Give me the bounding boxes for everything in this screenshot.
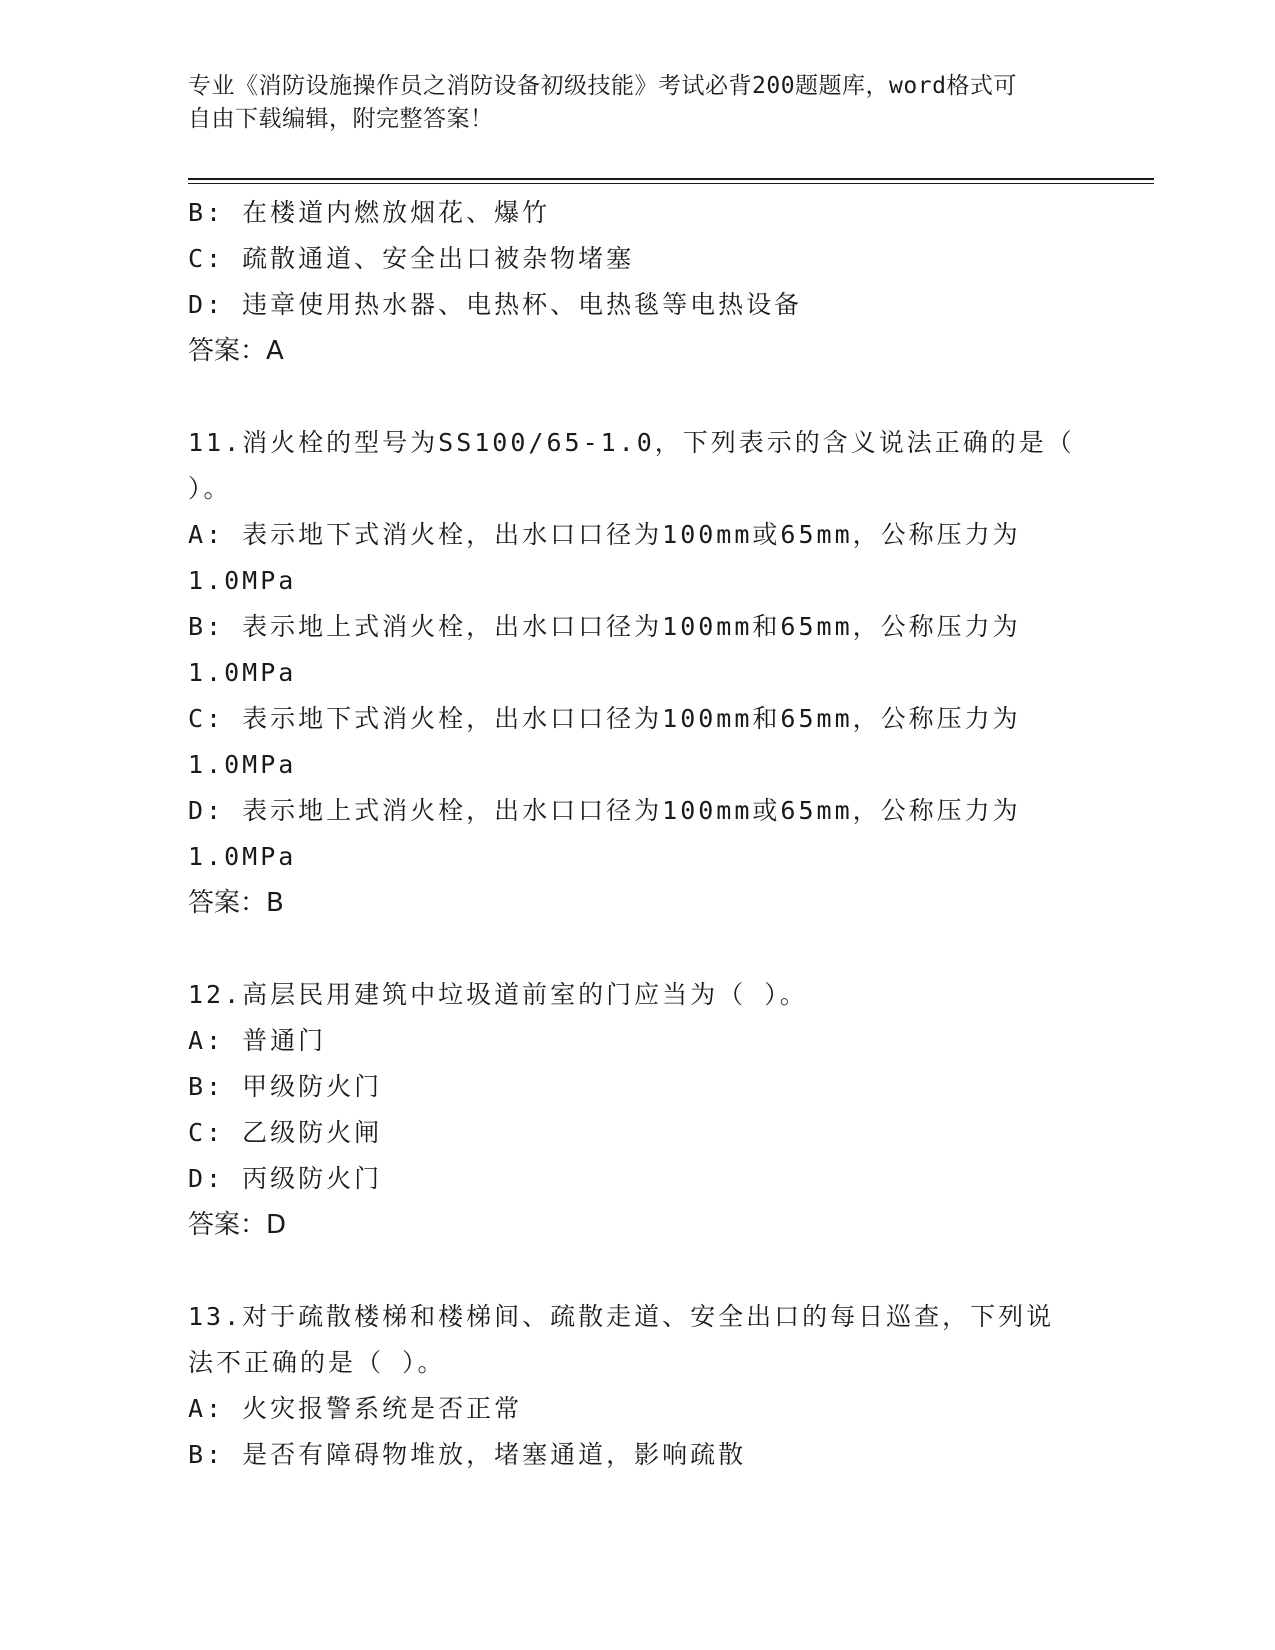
spacer	[188, 374, 1088, 420]
header-line-1: 专业《消防设施操作员之消防设备初级技能》考试必背200题题库，word格式可	[188, 73, 1017, 99]
q12-option-c: C: 乙级防火闸	[188, 1118, 383, 1147]
q10-option-b: B: 在楼道内燃放烟花、爆竹	[188, 198, 551, 227]
q11-option-b-line-2: 1.0MPa	[188, 658, 297, 687]
q11-stem-line-1: 11.消火栓的型号为SS100/65-1.0，下列表示的含义说法正确的是（	[188, 428, 1075, 457]
q11-option-c-line-1: C: 表示地下式消火栓，出水口口径为100mm和65mm，公称压力为	[188, 704, 1021, 733]
q10-answer: 答案：A	[188, 336, 284, 366]
q11-stem-line-2: ）。	[188, 474, 232, 503]
q12-stem: 12.高层民用建筑中垃圾道前室的门应当为（ ）。	[188, 980, 808, 1009]
q12-option-d: D: 丙级防火门	[188, 1164, 383, 1193]
header-divider-thin	[188, 183, 1154, 184]
q13-stem-line-1: 13.对于疏散楼梯和楼梯间、疏散走道、安全出口的每日巡查，下列说	[188, 1302, 1055, 1331]
q12-option-a: A: 普通门	[188, 1026, 327, 1055]
spacer	[188, 926, 1088, 972]
question-10	[188, 190, 1088, 374]
q10-option-c: C: 疏散通道、安全出口被杂物堵塞	[188, 244, 635, 273]
q11-option-d-line-2: 1.0MPa	[188, 842, 297, 871]
question-12	[188, 972, 1088, 1248]
q11-option-d-line-1: D: 表示地上式消火栓，出水口口径为100mm或65mm，公称压力为	[188, 796, 1021, 825]
document-body	[188, 190, 1088, 1478]
q13-stem-line-2: 法不正确的是（ ）。	[188, 1348, 446, 1377]
q12-option-b: B: 甲级防火门	[188, 1072, 383, 1101]
document-header	[188, 70, 1088, 136]
header-divider-thick	[188, 178, 1154, 180]
question-11	[188, 420, 1088, 926]
q11-option-b-line-1: B: 表示地上式消火栓，出水口口径为100mm和65mm，公称压力为	[188, 612, 1021, 641]
q13-option-b: B: 是否有障碍物堆放，堵塞通道，影响疏散	[188, 1440, 747, 1469]
q13-option-a: A: 火灾报警系统是否正常	[188, 1394, 523, 1423]
header-line-2: 自由下载编辑，附完整答案！	[188, 106, 494, 132]
q11-answer: 答案：B	[188, 888, 284, 918]
q11-option-c-line-2: 1.0MPa	[188, 750, 297, 779]
q11-option-a-line-2: 1.0MPa	[188, 566, 297, 595]
q12-answer: 答案：D	[188, 1210, 287, 1240]
question-13	[188, 1294, 1088, 1478]
spacer	[188, 1248, 1088, 1294]
q10-option-d: D: 违章使用热水器、电热杯、电热毯等电热设备	[188, 290, 803, 319]
q11-option-a-line-1: A: 表示地下式消火栓，出水口口径为100mm或65mm，公称压力为	[188, 520, 1021, 549]
